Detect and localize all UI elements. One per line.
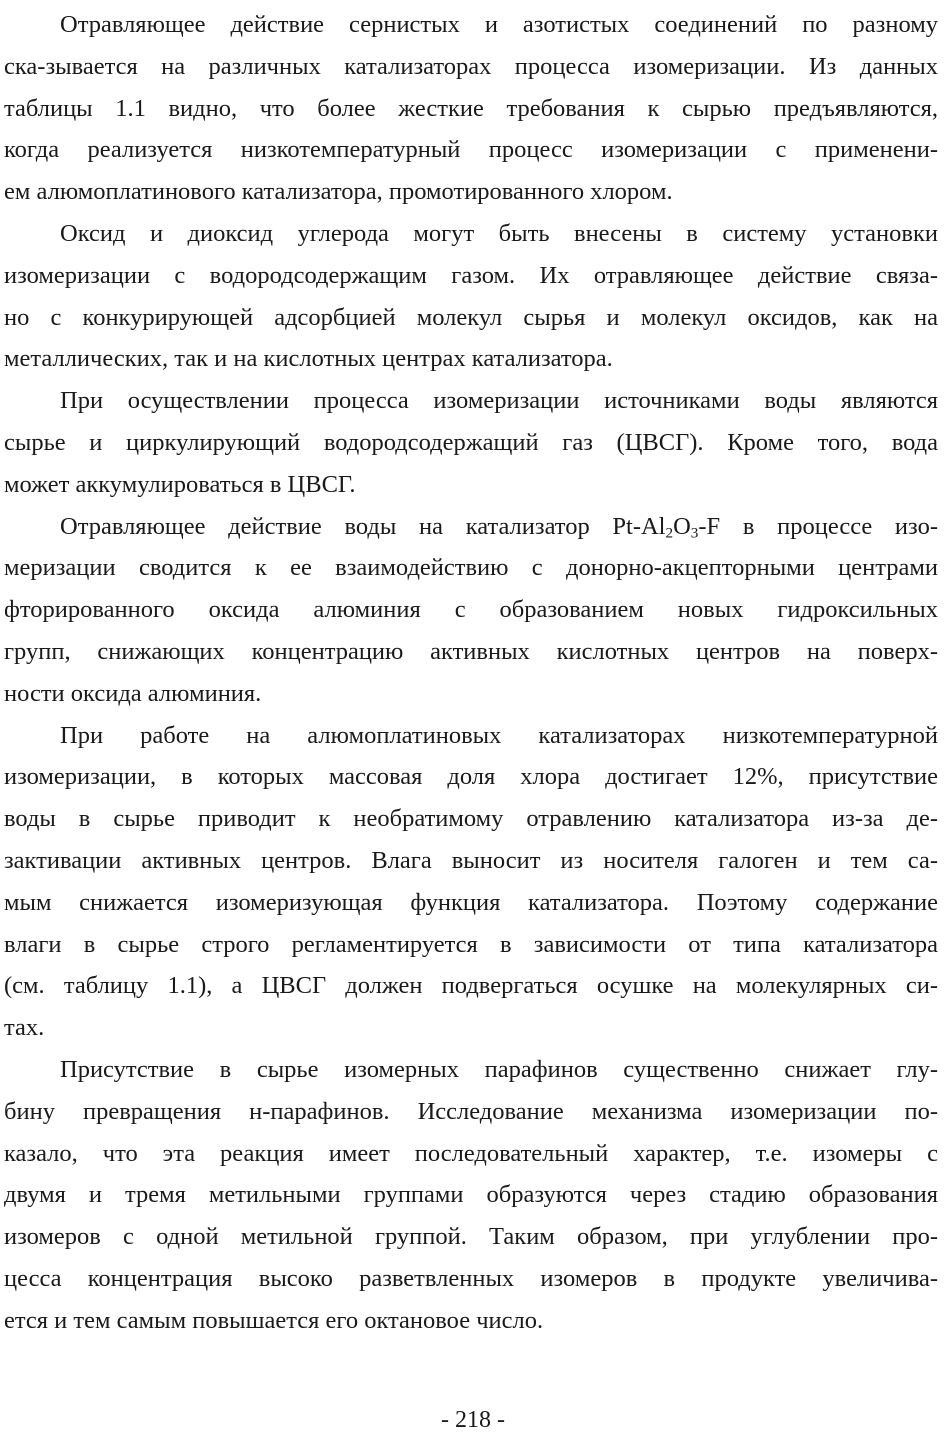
text-line: групп, снижающих концентрацию активных кислотных центров на поверх- [4, 637, 938, 665]
text-line: ности оксида алюминия. [4, 679, 262, 707]
text-body [4, 4, 938, 1342]
text-line: Присутствие в сырье изомерных парафинов существенно снижает глу- [60, 1055, 938, 1083]
text-line: двумя и тремя метильными группами образуются через стадию образования [4, 1181, 938, 1209]
formula-text-mid: O [673, 512, 691, 540]
text-line: ется и тем самым повышается его октановое число. [4, 1306, 544, 1334]
page-number: - 218 - [441, 1407, 505, 1433]
text-line: но с конкурирующей адсорбцией молекул сырья и молекул оксидов, как на [4, 303, 938, 331]
text-line: бину превращения н-парафинов. Исследование механизма изомеризации по- [4, 1097, 938, 1125]
text-line: сырье и циркулирующий водородсодержащий газ (ЦВСГ). Кроме того, вода [4, 428, 938, 456]
formula-subscript-2: 2 [665, 523, 674, 541]
text-line: тах. [4, 1014, 45, 1042]
formula-text-pre: Отравляющее действие воды на катализатор Pt-Al [60, 512, 666, 540]
text-line: изомеризации с водородсодержащим газом. Их отравляющее действие связа- [4, 261, 938, 289]
paragraph-4 [4, 506, 938, 715]
formula-subscript-3: 3 [690, 523, 699, 541]
text-line: фторированного оксида алюминия с образованием новых гидроксильных [4, 596, 938, 624]
text-line: воды в сырье приводит к необратимому отравлению катализатора из-за де- [4, 805, 938, 833]
text-line: влаги в сырье строго регламентируется в зависимости от типа катализатора [4, 930, 938, 958]
paragraph-1 [4, 4, 938, 213]
formula-text-post: -F в процессе изо- [698, 512, 938, 540]
text-line: Отравляющее действие сернистых и азотистых соединений по разному [60, 11, 938, 38]
paragraph-2 [4, 213, 938, 380]
text-line: зактивации активных центров. Влага выносит из носителя галоген и тем са- [4, 846, 938, 874]
text-line: ска-зывается на различных катализаторах процесса изомеризации. Из данных [4, 52, 938, 80]
text-line: (см. таблицу 1.1), а ЦВСГ должен подвергаться осушке на молекулярных си- [4, 972, 938, 1000]
paragraph-3 [4, 380, 938, 505]
text-line: мым снижается изомеризующая функция катализатора. Поэтому содержание [4, 888, 938, 916]
text-line: таблицы 1.1 видно, что более жесткие требования к сырью предъявляются, [4, 94, 938, 122]
text-line: казало, что эта реакция имеет последовательный характер, т.е. изомеры с [4, 1139, 938, 1167]
text-line: ем алюмоплатинового катализатора, промотированного хлором. [4, 178, 673, 206]
paragraph-6 [4, 1049, 938, 1342]
text-line: Оксид и диоксид углерода могут быть внесены в систему установки [60, 219, 938, 247]
text-line: При работе на алюмоплатиновых катализаторах низкотемпературной [60, 721, 938, 749]
paragraph-5 [4, 715, 938, 1049]
text-line: когда реализуется низкотемпературный процесс изомеризации с применени- [4, 136, 938, 164]
text-line: меризации сводится к ее взаимодействию с донорно-акцепторными центрами [4, 554, 938, 582]
text-line: может аккумулироваться в ЦВСГ. [4, 470, 356, 498]
text-line: цесса концентрация высоко разветвленных изомеров в продукте увеличива- [4, 1264, 938, 1292]
text-line: металлических, так и на кислотных центрах катализатора. [4, 345, 613, 373]
formula-line [4, 506, 938, 548]
text-line: При осуществлении процесса изомеризации источниками воды являются [60, 387, 938, 415]
text-line: изомеров с одной метильной группой. Таким образом, при углублении про- [4, 1223, 938, 1251]
text-line: изомеризации, в которых массовая доля хлора достигает 12%, присутствие [4, 763, 938, 791]
